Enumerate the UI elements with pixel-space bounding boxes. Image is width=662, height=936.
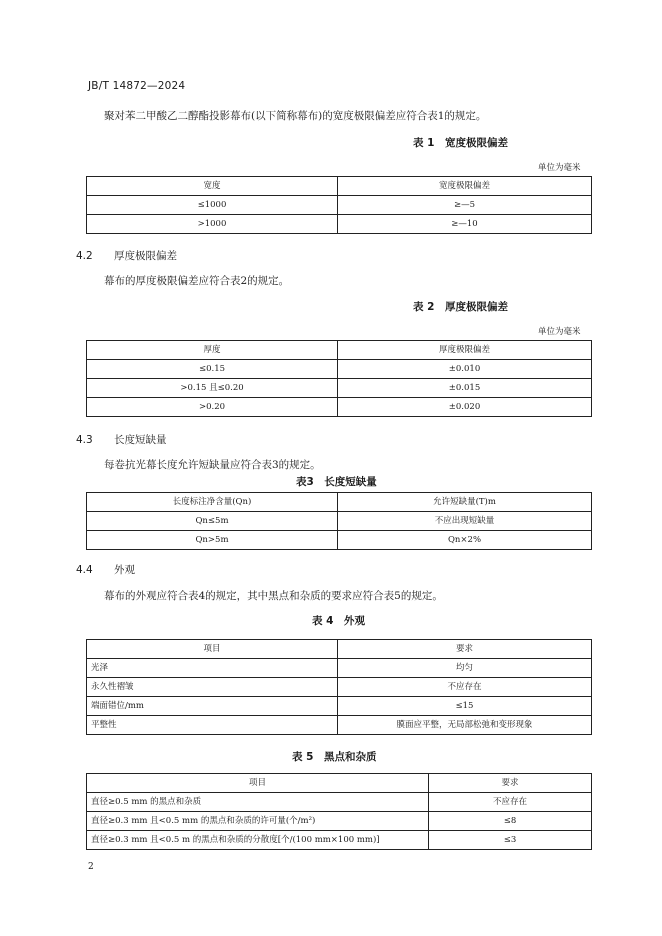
table-header-cell: 宽度 [87, 177, 338, 196]
table-row [87, 512, 592, 531]
table-cell: 永久性褶皱 [87, 678, 338, 697]
table-cell: 直径≥0.3 mm 且<0.5 m 的黑点和杂质的分散度[个/(100 mm×100 mm)] [87, 831, 429, 850]
table-cell: >1000 [87, 215, 338, 234]
table-cell: ≥—5 [338, 196, 592, 215]
table-cell: 均匀 [338, 659, 592, 678]
section-number: 4.4 [76, 564, 93, 576]
table3-caption: 表3 长度短缺量 [296, 476, 377, 488]
table-cell: 不应存在 [429, 793, 592, 812]
page-number: 2 [88, 862, 94, 872]
table-row [87, 659, 592, 678]
table-header-cell: 项目 [87, 640, 338, 659]
table-cell: Qn≤5m [87, 512, 338, 531]
table-cell: ±0.020 [338, 398, 592, 417]
table5-caption: 表 5 黑点和杂质 [292, 751, 377, 763]
section-4-2-heading [76, 248, 177, 263]
table-header-cell: 厚度极限偏差 [338, 341, 592, 360]
table5 [86, 773, 592, 850]
table-row [87, 196, 592, 215]
table-header-row [87, 341, 592, 360]
table-cell: ≤8 [429, 812, 592, 831]
table-cell: 光泽 [87, 659, 338, 678]
table-cell: ≤0.15 [87, 360, 338, 379]
table-row [87, 831, 592, 850]
section-title: 外观 [114, 564, 135, 576]
document-id: JB/T 14872—2024 [88, 80, 186, 92]
table-header-cell: 要求 [338, 640, 592, 659]
section-4-4-paragraph: 幕布的外观应符合表4的规定，其中黑点和杂质的要求应符合表5的规定。 [104, 590, 443, 602]
table-cell: Qn>5m [87, 531, 338, 550]
table1-unit: 单位为毫米 [538, 163, 581, 173]
table1 [86, 176, 592, 234]
table2-caption: 表 2 厚度极限偏差 [413, 301, 508, 313]
table-cell: ±0.010 [338, 360, 592, 379]
table-cell: ≤1000 [87, 196, 338, 215]
table-cell: 膜面应平整，无局部松弛和变形现象 [338, 716, 592, 735]
table2 [86, 340, 592, 417]
section-number: 4.3 [76, 434, 93, 446]
section-title: 长度短缺量 [114, 434, 167, 446]
table-header-cell: 允许短缺量(T)m [338, 493, 592, 512]
table-cell: >0.15 且≤0.20 [87, 379, 338, 398]
section-4-2-paragraph: 幕布的厚度极限偏差应符合表2的规定。 [104, 275, 290, 287]
table-cell: 平整性 [87, 716, 338, 735]
table-cell: ≤15 [338, 697, 592, 716]
section-number: 4.2 [76, 250, 93, 262]
table-header-row [87, 774, 592, 793]
table-row [87, 678, 592, 697]
table4 [86, 639, 592, 735]
table-header-row [87, 493, 592, 512]
table-cell: >0.20 [87, 398, 338, 417]
table-cell: 直径≥0.5 mm 的黑点和杂质 [87, 793, 429, 812]
table-row [87, 793, 592, 812]
table-header-row [87, 640, 592, 659]
section-4-4-heading [76, 562, 135, 577]
table-cell: 端面错位/mm [87, 697, 338, 716]
section-title: 厚度极限偏差 [114, 250, 177, 262]
table-cell: ≤3 [429, 831, 592, 850]
table-header-cell: 宽度极限偏差 [338, 177, 592, 196]
table-row [87, 812, 592, 831]
section-4-3-paragraph: 每卷抗光幕长度允许短缺量应符合表3的规定。 [104, 459, 321, 471]
table3 [86, 492, 592, 550]
table-header-row [87, 177, 592, 196]
table-header-cell: 要求 [429, 774, 592, 793]
table-header-cell: 厚度 [87, 341, 338, 360]
table-row [87, 360, 592, 379]
table-row [87, 379, 592, 398]
table-row [87, 697, 592, 716]
table-header-cell: 长度标注净含量(Qn) [87, 493, 338, 512]
table-row [87, 398, 592, 417]
table-cell: ≥—10 [338, 215, 592, 234]
table-row [87, 716, 592, 735]
table-cell: 不应存在 [338, 678, 592, 697]
table-row [87, 215, 592, 234]
table1-caption: 表 1 宽度极限偏差 [413, 137, 508, 149]
table-cell: ±0.015 [338, 379, 592, 398]
table2-unit: 单位为毫米 [538, 327, 581, 337]
section-4-3-heading [76, 432, 167, 447]
intro-paragraph: 聚对苯二甲酸乙二醇酯投影幕布(以下简称幕布)的宽度极限偏差应符合表1的规定。 [104, 110, 487, 122]
table-row [87, 531, 592, 550]
table4-caption: 表 4 外观 [312, 615, 365, 627]
table-cell: 直径≥0.3 mm 且<0.5 mm 的黑点和杂质的许可量(个/m²) [87, 812, 429, 831]
table-cell: 不应出现短缺量 [338, 512, 592, 531]
table-cell: Qn×2% [338, 531, 592, 550]
table-header-cell: 项目 [87, 774, 429, 793]
